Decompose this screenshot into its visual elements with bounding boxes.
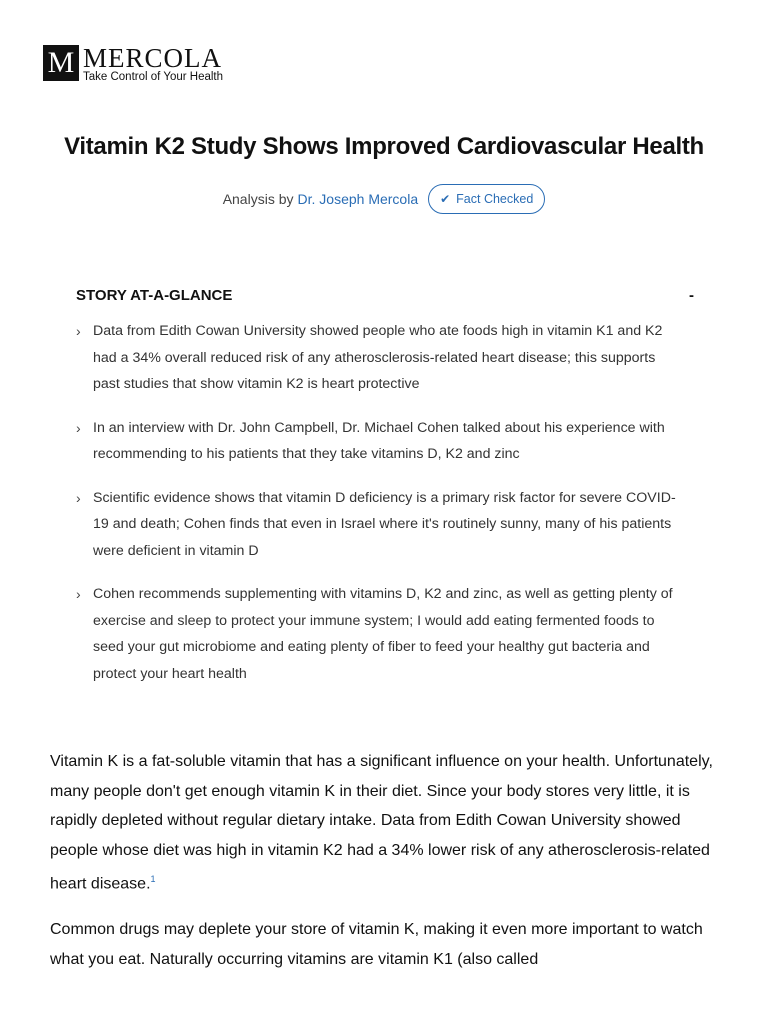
byline-prefix: Analysis by — [222, 191, 294, 207]
logo-tagline: Take Control of Your Health — [83, 71, 224, 83]
logo-text — [83, 45, 223, 83]
chevron-right-icon: › — [76, 419, 81, 436]
list-item — [76, 415, 684, 468]
glance-heading: STORY AT-A-GLANCE — [76, 287, 233, 304]
list-item-text: Scientific evidence shows that vitamin D deficiency is a primary risk factor for severe COVID-19 and death; Cohen finds that even in Israel where it's routinely sunny, many of his patients were deficient in vitamin D — [93, 489, 676, 559]
checkmark-icon: ✔ — [440, 192, 451, 206]
chevron-right-icon: › — [76, 323, 81, 339]
logo-mark: M — [43, 45, 79, 81]
mercola-logo[interactable] — [43, 45, 223, 83]
body-paragraph — [50, 747, 718, 899]
chevron-right-icon: › — [76, 586, 81, 602]
paragraph-text: Vitamin K is a fat-soluble vitamin that has a significant influence on your health. Unfortunately, many people don't get enough vitamin K in their diet. Since your body stores very little, it is rapidly depleted without regular dietary intake. Data from Edith Cowan University showed people whose diet was high in vitamin K2 had a 34% lower risk of any atherosclerosis-related heart disease. — [50, 753, 713, 893]
story-at-a-glance-header[interactable] — [76, 287, 694, 304]
list-item — [76, 318, 684, 398]
footnote-ref[interactable]: 1 — [150, 874, 156, 885]
article-body — [50, 747, 718, 990]
list-item-text: Cohen recommends supplementing with vitamins D, K2 and zinc, as well as getting plenty of exercise and sleep to protect your immune system; I would add eating fermented foods to seed your gut microbiome and eating plenty of fiber to feed your healthy gut bacteria and protect your heart health — [93, 586, 673, 682]
byline — [0, 184, 768, 214]
fact-checked-button[interactable] — [428, 184, 545, 214]
list-item-text: In an interview with Dr. John Campbell, Dr. Michael Cohen talked about his experience with recommending to his patients that they take vitamins D, K2 and zinc — [93, 419, 665, 462]
fact-checked-label: Fact Checked — [456, 192, 534, 206]
list-item — [76, 485, 684, 565]
list-item — [76, 581, 684, 687]
list-item-text: Data from Edith Cowan University showed people who ate foods high in vitamin K1 and K2 had a 34% overall reduced risk of any atherosclerosis-related heart disease; this supports past studies that show vitamin K2 is heart protective — [93, 323, 663, 392]
article-title: Vitamin K2 Study Shows Improved Cardiovascular Health — [64, 133, 704, 160]
logo-name: MERCOLA — [83, 43, 223, 73]
glance-list — [76, 318, 684, 704]
chevron-right-icon: › — [76, 489, 81, 506]
author-link[interactable]: Dr. Joseph Mercola — [297, 191, 419, 207]
body-paragraph — [50, 915, 718, 974]
collapse-toggle[interactable]: - — [689, 287, 694, 304]
paragraph-text: Common drugs may deplete your store of vitamin K, making it even more important to watch what you eat. Naturally occurring vitamins are vitamin K1 (also called — [50, 921, 703, 968]
